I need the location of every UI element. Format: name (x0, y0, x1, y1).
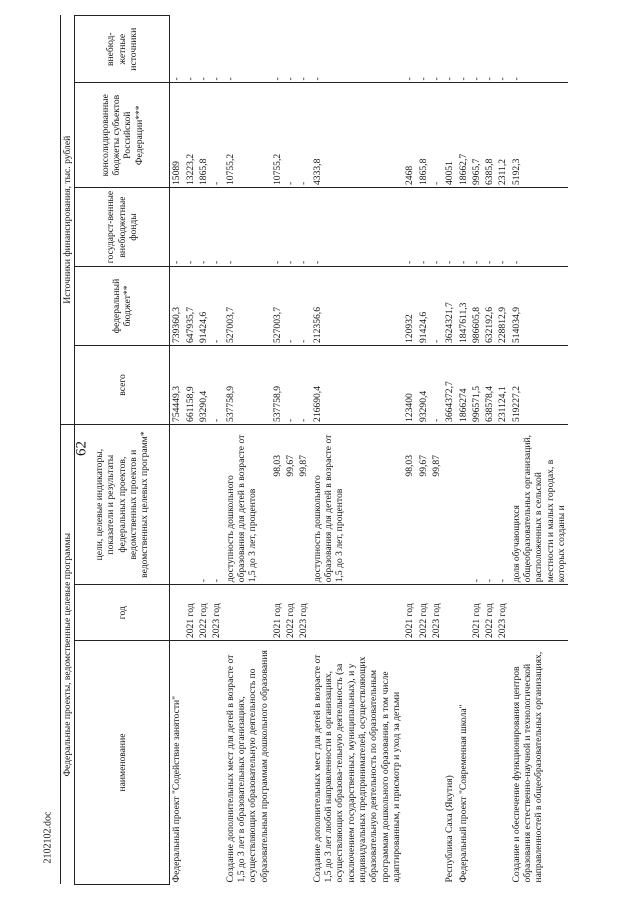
row-total-cell: 93290,4 (197, 345, 210, 424)
row-offbudget-cell: - (403, 188, 416, 267)
table-row (483, 16, 496, 885)
row-consolidated-cell: 10755,2 (224, 83, 271, 188)
row-goal-cell (297, 424, 310, 584)
row-extrabudget-cell: - (197, 16, 210, 83)
row-federal-cell: - (297, 267, 310, 346)
row-offbudget-cell: - (457, 188, 470, 267)
rotated-table-container (60, 15, 640, 885)
row-consolidated-cell: - (430, 83, 443, 188)
row-year-cell: 2021 год (271, 585, 284, 641)
row-federal-cell: 228812,9 (496, 267, 509, 346)
row-federal-cell: - (210, 267, 223, 346)
row-goal-cell (496, 424, 509, 584)
row-name-cell (297, 641, 310, 885)
financing-table (60, 15, 568, 885)
row-consolidated-cell: - (210, 83, 223, 188)
row-goal-cell (510, 424, 569, 584)
indicator-value: 99,67 (417, 454, 429, 477)
row-offbudget-cell: - (510, 188, 569, 267)
row-offbudget-cell: - (430, 188, 443, 267)
row-year-cell: 2022 год (197, 585, 210, 641)
row-extrabudget-cell: - (210, 16, 223, 83)
row-extrabudget-cell: - (284, 16, 297, 83)
row-total-cell: 537758,9 (271, 345, 284, 424)
row-federal-cell: 739360,3 (170, 267, 184, 346)
row-goal-cell (403, 424, 416, 584)
col-header-name: наименование (75, 641, 170, 885)
row-federal-cell: 632192,6 (483, 267, 496, 346)
rotated-page (60, 15, 640, 885)
row-offbudget-cell: - (417, 188, 430, 267)
row-federal-cell: 647935,7 (184, 267, 197, 346)
col-header-offbudget-funds: государст-венные внебюджетные фонды (75, 188, 170, 267)
row-extrabudget-cell: - (443, 16, 456, 83)
indicator-value: 99,87 (430, 454, 442, 477)
row-consolidated-cell: 9965,7 (470, 83, 483, 188)
row-federal-cell: 3624321,7 (443, 267, 456, 346)
row-total-cell: 1866274 (457, 345, 470, 424)
row-goal-cell (271, 424, 284, 584)
row-offbudget-cell: - (271, 188, 284, 267)
row-goal-cell (311, 424, 404, 584)
row-extrabudget-cell: - (184, 16, 197, 83)
row-consolidated-cell: 15089 (170, 83, 184, 188)
row-name-cell: Создание и обеспечение функционирования центров образования естественно-научной и технологической направленностей в общеобразовательных организациях, (510, 651, 545, 883)
row-year-cell: 2022 год (483, 585, 496, 641)
row-total-cell: 231124,1 (496, 345, 509, 424)
row-offbudget-cell: - (170, 188, 184, 267)
row-total-cell: - (210, 345, 223, 424)
row-goal-cell (184, 424, 197, 584)
row-total-cell: 3664372,7 (443, 345, 456, 424)
row-total-cell: 519227,2 (510, 345, 569, 424)
row-goal-cell (443, 424, 456, 584)
row-name-cell (470, 641, 483, 885)
table-row (430, 16, 443, 885)
row-offbudget-cell: - (496, 188, 509, 267)
row-consolidated-cell: - (297, 83, 310, 188)
row-extrabudget-cell: - (297, 16, 310, 83)
row-federal-cell: - (284, 267, 297, 346)
table-row (496, 16, 509, 885)
goal-text: - (197, 579, 209, 583)
row-name-cell: Федеральный проект "Содействие занятости" (171, 695, 183, 883)
row-total-cell: - (284, 345, 297, 424)
row-year-cell: 2022 год (284, 585, 297, 641)
row-federal-cell: 91424,6 (417, 267, 430, 346)
row-name-cell (210, 641, 223, 885)
row-year-cell (311, 585, 404, 641)
table-row (197, 16, 210, 885)
row-extrabudget-cell: - (470, 16, 483, 83)
row-total-cell: - (297, 345, 310, 424)
row-consolidated-cell: - (284, 83, 297, 188)
row-federal-cell: 514034,9 (510, 267, 569, 346)
row-total-cell: - (430, 345, 443, 424)
row-year-cell: 2023 год (496, 585, 509, 641)
row-offbudget-cell: - (483, 188, 496, 267)
row-year-cell: 2023 год (297, 585, 310, 641)
row-consolidated-cell: 1865,8 (197, 83, 210, 188)
row-goal-cell (170, 424, 184, 584)
row-goal-cell (470, 424, 483, 584)
row-goal-cell (430, 424, 443, 584)
row-total-cell: 216690,4 (311, 345, 404, 424)
row-consolidated-cell: 6385,8 (483, 83, 496, 188)
row-name-cell (483, 641, 496, 885)
row-consolidated-cell: 40051 (443, 83, 456, 188)
row-consolidated-cell: 2311,2 (496, 83, 509, 188)
row-extrabudget-cell: - (457, 16, 470, 83)
table-row (297, 16, 310, 885)
row-extrabudget-cell: - (483, 16, 496, 83)
row-extrabudget-cell: - (496, 16, 509, 83)
row-goal-cell (457, 424, 470, 584)
row-federal-cell: 212356,6 (311, 267, 404, 346)
goal-text: - (497, 579, 509, 583)
row-consolidated-cell: 18662,7 (457, 83, 470, 188)
row-offbudget-cell: - (443, 188, 456, 267)
document-code: 2102102.doc (42, 811, 54, 864)
row-goal-cell (284, 424, 297, 584)
row-name-cell: Создание дополнительных мест для детей в возрасте от 1,5 до 3 лет любой направленности в организациях, осуществляющих образова-тельную деятельность (за исключением государственных, муниципальных), и у индивидуальных предпринимателей, осуществляющих образовательную деятельность по образовательным программам дошкольного образования, в том числе адаптированным, и присмотр и уход за детьми (311, 654, 402, 883)
row-federal-cell: - (430, 267, 443, 346)
table-row (170, 16, 184, 885)
table-row (210, 16, 223, 885)
indicator-value: 99,67 (285, 454, 297, 477)
row-total-cell: 754449,3 (170, 345, 184, 424)
row-year-cell (510, 585, 569, 641)
row-consolidated-cell: 1865,8 (417, 83, 430, 188)
table-row (271, 16, 284, 885)
row-name-cell (417, 641, 430, 885)
row-year-cell (224, 585, 271, 641)
row-name-cell (496, 641, 509, 885)
table-row (284, 16, 297, 885)
row-extrabudget-cell: - (224, 16, 271, 83)
row-extrabudget-cell: - (271, 16, 284, 83)
row-goal-cell (483, 424, 496, 584)
row-offbudget-cell: - (197, 188, 210, 267)
row-federal-cell: 1847611,3 (457, 267, 470, 346)
table-row (443, 16, 456, 885)
table-body (170, 16, 569, 885)
row-federal-cell: 527003,7 (224, 267, 271, 346)
col-header-year: год (75, 585, 170, 641)
row-consolidated-cell: 5192,3 (510, 83, 569, 188)
row-total-cell: 123400 (403, 345, 416, 424)
row-offbudget-cell: - (284, 188, 297, 267)
table-row (403, 16, 416, 885)
indicator-value: 98,03 (271, 454, 283, 477)
row-name-cell (403, 641, 416, 885)
row-total-cell: 638578,4 (483, 345, 496, 424)
indicator-value: 99,87 (298, 454, 310, 477)
row-federal-cell: 986605,8 (470, 267, 483, 346)
row-year-cell: 2022 год (417, 585, 430, 641)
section-title: Федеральные проекты, ведомственные целевые программы (61, 424, 75, 884)
table-row (457, 16, 470, 885)
row-offbudget-cell: - (297, 188, 310, 267)
row-offbudget-cell: - (224, 188, 271, 267)
row-total-cell: 537758,9 (224, 345, 271, 424)
col-header-federal: федеральный бюджет** (75, 267, 170, 346)
row-year-cell (443, 585, 456, 641)
row-total-cell: 661158,9 (184, 345, 197, 424)
row-consolidated-cell: 2468 (403, 83, 416, 188)
row-offbudget-cell: - (210, 188, 223, 267)
table-row (224, 16, 271, 885)
row-name-cell: Федеральный проект "Современная школа" (457, 704, 469, 883)
col-header-total: всего (75, 345, 170, 424)
row-federal-cell: 527003,7 (271, 267, 284, 346)
row-year-cell: 2023 год (210, 585, 223, 641)
row-offbudget-cell: - (311, 188, 404, 267)
row-goal-cell (224, 424, 271, 584)
row-consolidated-cell: 13223,2 (184, 83, 197, 188)
row-year-cell: 2021 год (403, 585, 416, 641)
row-extrabudget-cell: - (430, 16, 443, 83)
table-row (311, 16, 404, 885)
row-year-cell (170, 585, 184, 641)
row-federal-cell: 91424,6 (197, 267, 210, 346)
col-header-goals: цели, целевые индикаторы, показатели и результаты федеральных проектов, ведомственных проектов и ведомственных целевых программ* (75, 424, 170, 584)
goal-text: - (211, 579, 223, 583)
row-name-cell (184, 641, 197, 885)
table-row (417, 16, 430, 885)
col-header-consolidated: консолидированные бюджеты субъектов Российской Федерации*** (75, 83, 170, 188)
page-number: 62 (73, 441, 90, 456)
row-name-cell (284, 641, 297, 885)
row-extrabudget-cell: - (403, 16, 416, 83)
table-row (510, 16, 569, 885)
row-year-cell (457, 585, 470, 641)
goal-text: - (484, 579, 496, 583)
row-name-cell (271, 641, 284, 885)
row-name-cell: Создание дополнительных мест для детей в возрасте от 1,5 до 3 лет в образовательных организациях, осуществляющих образовательную деятельность по образовательным программам дошкольного образования (224, 650, 270, 883)
goal-text: доступность дошкольного образования для детей в возрасте от 1,5 до 3 лет, процентов (311, 434, 346, 583)
goal-text: доступность дошкольного образования для детей в возрасте от 1,5 до 3 лет, процентов (224, 434, 259, 583)
row-consolidated-cell: 10755,2 (271, 83, 284, 188)
row-year-cell: 2021 год (470, 585, 483, 641)
indicator-value: 98,03 (404, 454, 416, 477)
table-row (184, 16, 197, 885)
row-extrabudget-cell: - (170, 16, 184, 83)
row-extrabudget-cell: - (311, 16, 404, 83)
row-goal-cell (210, 424, 223, 584)
goal-text: доля обучающихся общеобразовательных организаций, расположенных в сельской местности и малых городах, в которых созданы и (510, 435, 567, 583)
row-name-cell: Республика Саха (Якутия) (444, 775, 456, 883)
row-extrabudget-cell: - (417, 16, 430, 83)
row-name-cell (430, 641, 443, 885)
sources-title: Источники финансирования, тыс. рублей (61, 16, 75, 425)
goal-text: - (470, 579, 482, 583)
table-row (470, 16, 483, 885)
row-year-cell: 2021 год (184, 585, 197, 641)
row-goal-cell (417, 424, 430, 584)
row-name-cell (197, 641, 210, 885)
col-header-extrabudget: внебюд-жетные источники (75, 16, 170, 83)
row-federal-cell: 120932 (403, 267, 416, 346)
row-year-cell: 2023 год (430, 585, 443, 641)
row-consolidated-cell: 4333,8 (311, 83, 404, 188)
row-offbudget-cell: - (470, 188, 483, 267)
row-extrabudget-cell: - (510, 16, 569, 83)
row-total-cell: 996571,5 (470, 345, 483, 424)
row-offbudget-cell: - (184, 188, 197, 267)
row-goal-cell (197, 424, 210, 584)
row-total-cell: 93290,4 (417, 345, 430, 424)
